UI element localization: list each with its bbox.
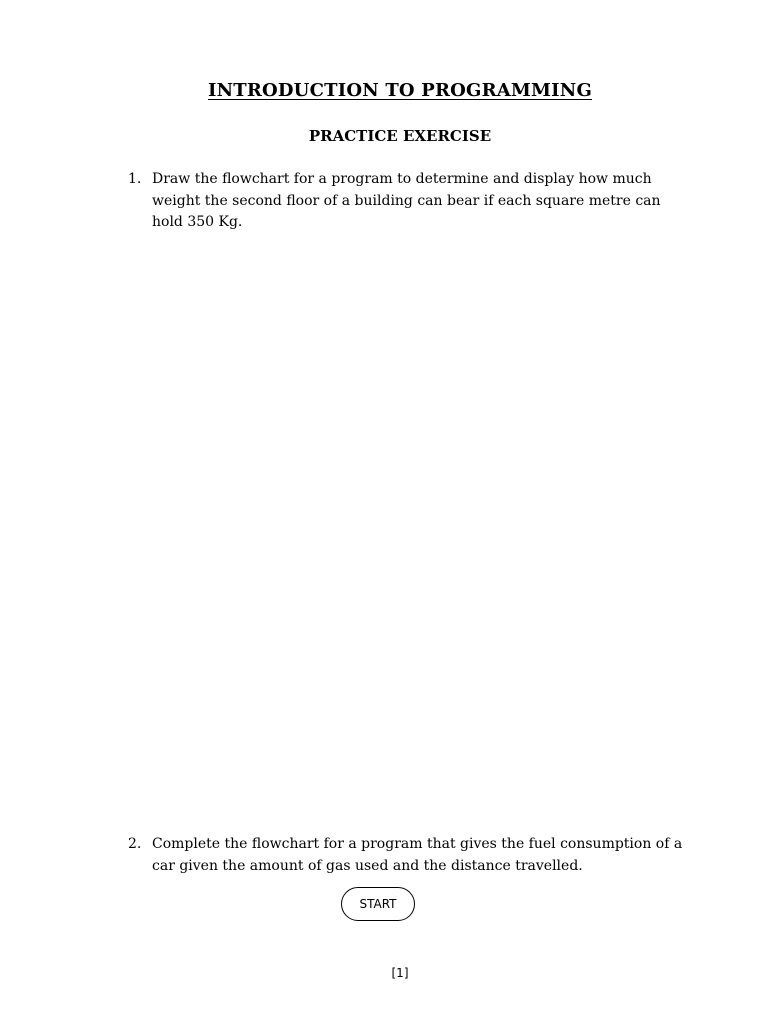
flowchart-start-terminal [341,887,415,921]
question-text: Complete the flowchart for a program that gives the fuel consumption of a car given the amount of gas used and the distance travelled. [152,836,683,874]
question-2 [128,834,693,877]
start-label: START [359,897,397,911]
question-number: 2. [128,836,142,852]
question-text: Draw the flowchart for a program to determine and display how much weight the second floor of a building can bear if each square metre can hold 350 Kg. [152,171,661,230]
question-number: 1. [128,171,142,187]
question-1 [128,169,693,234]
page-subtitle: PRACTICE EXERCISE [308,127,492,145]
page-title: INTRODUCTION TO PROGRAMMING [207,80,593,101]
page-number: [1] [391,966,409,980]
